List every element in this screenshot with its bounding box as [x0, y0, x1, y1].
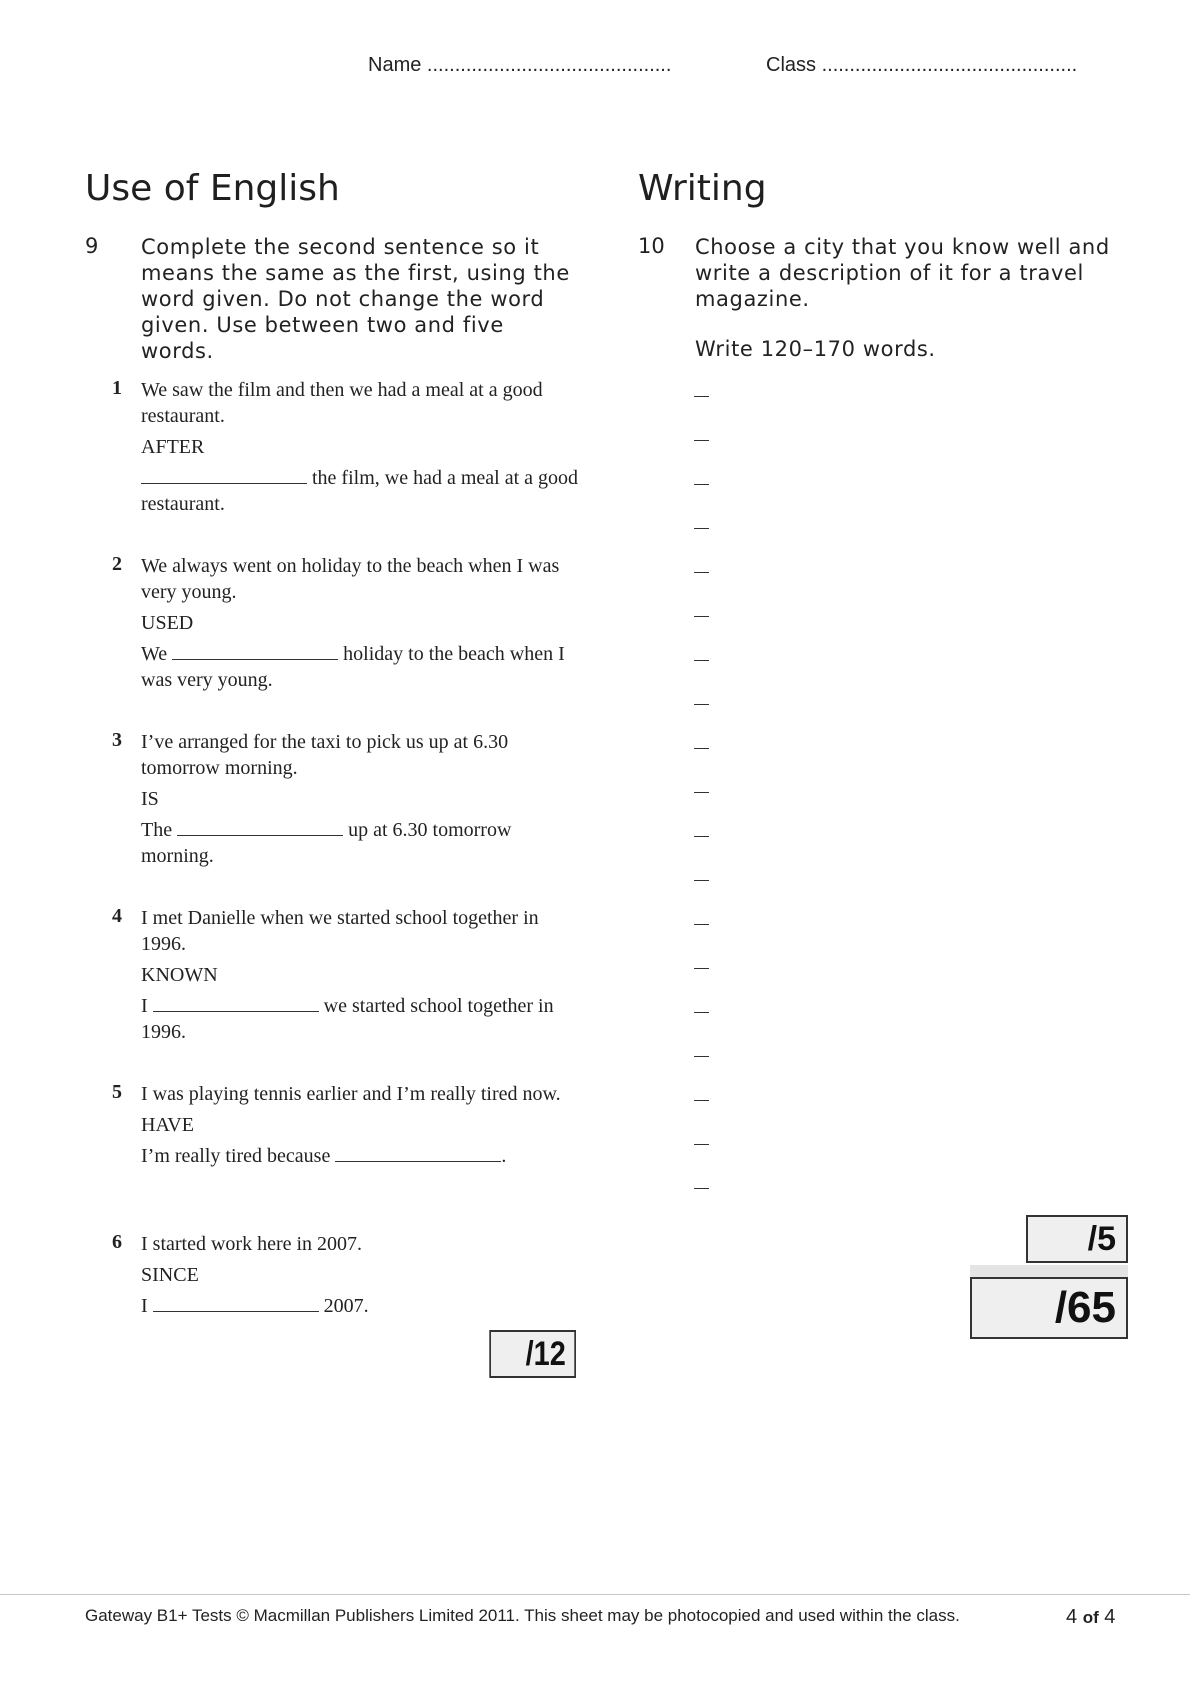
writing-line[interactable] — [694, 660, 709, 661]
question-9-number: 9 — [85, 234, 99, 258]
writing-line[interactable] — [694, 968, 709, 969]
item-keyword: USED — [141, 612, 194, 634]
item-number: 4 — [112, 905, 122, 927]
item-sentence: I started work here in 2007. — [141, 1233, 363, 1255]
class-field[interactable] — [766, 54, 1077, 77]
item-keyword: IS — [141, 788, 159, 810]
item-answer-line: I we started school together in 1996. — [141, 995, 554, 1043]
writing-line[interactable] — [694, 396, 709, 397]
class-dots: .............................................. — [821, 54, 1078, 76]
item-sentence: I’ve arranged for the taxi to pick us up at 6.30 tomorrow morning. — [141, 731, 509, 779]
page-current: 4 — [1066, 1606, 1078, 1628]
writing-line[interactable] — [694, 1012, 709, 1013]
item-sentence: We saw the film and then we had a meal at a good restaurant. — [141, 379, 543, 427]
writing-line[interactable] — [694, 792, 709, 793]
answer-blank[interactable] — [153, 1293, 319, 1312]
writing-line[interactable] — [694, 572, 709, 573]
total-score-box[interactable]: /65 — [970, 1277, 1128, 1339]
item-keyword: AFTER — [141, 436, 205, 458]
writing-line[interactable] — [694, 1188, 709, 1189]
item-sentence: I was playing tennis earlier and I’m really tired now. — [141, 1083, 561, 1105]
writing-line[interactable] — [694, 836, 709, 837]
total-box-shade — [970, 1265, 1128, 1277]
page-of: of — [1082, 1608, 1099, 1627]
footer-copyright: Gateway B1+ Tests © Macmillan Publishers Limited 2011. This sheet may be photocopied and used within the class. — [85, 1606, 960, 1625]
writing-score-box[interactable]: /5 — [1026, 1215, 1128, 1263]
page-total: 4 — [1104, 1606, 1116, 1628]
writing-line[interactable] — [694, 748, 709, 749]
writing-line[interactable] — [694, 440, 709, 441]
item-sentence: We always went on holiday to the beach when I was very young. — [141, 555, 560, 603]
footer-divider — [0, 1594, 1190, 1595]
item-answer-line: I’m really tired because . — [141, 1145, 507, 1167]
item-answer-line: We holiday to the beach when I was very young. — [141, 643, 565, 691]
item-number: 2 — [112, 553, 122, 575]
page-indicator — [1066, 1606, 1115, 1629]
answer-blank[interactable] — [141, 465, 307, 484]
name-field[interactable] — [368, 54, 671, 77]
writing-line[interactable] — [694, 924, 709, 925]
item-answer-line: The up at 6.30 tomorrow morning. — [141, 819, 512, 867]
answer-blank[interactable] — [153, 993, 319, 1012]
item-keyword: KNOWN — [141, 964, 218, 986]
writing-line[interactable] — [694, 528, 709, 529]
class-label: Class — [766, 54, 817, 76]
item-number: 3 — [112, 729, 122, 751]
item-answer-line: I 2007. — [141, 1295, 369, 1317]
writing-title: Writing — [638, 168, 767, 209]
item-keyword: HAVE — [141, 1114, 194, 1136]
writing-line[interactable] — [694, 704, 709, 705]
name-dots: ............................................ — [426, 54, 672, 76]
answer-blank[interactable] — [335, 1143, 501, 1162]
item-number: 5 — [112, 1081, 122, 1103]
item-number: 6 — [112, 1231, 122, 1253]
use-of-english-title: Use of English — [85, 168, 340, 209]
question-9-instruction: Complete the second sentence so it means the same as the first, using the word given. Do not change the word given. Use between two and five words. — [141, 235, 570, 363]
word-count-instruction: Write 120–170 words. — [695, 337, 936, 361]
question-10-number: 10 — [638, 234, 665, 258]
item-number: 1 — [112, 377, 122, 399]
item-keyword: SINCE — [141, 1264, 199, 1286]
writing-line[interactable] — [694, 616, 709, 617]
writing-line[interactable] — [694, 484, 709, 485]
answer-blank[interactable] — [177, 817, 343, 836]
writing-line[interactable] — [694, 1056, 709, 1057]
item-sentence: I met Danielle when we started school together in 1996. — [141, 907, 539, 955]
answer-blank[interactable] — [172, 641, 338, 660]
question-10-instruction: Choose a city that you know well and write a description of it for a travel magazine. — [695, 235, 1110, 311]
name-label: Name — [368, 54, 422, 76]
writing-line[interactable] — [694, 880, 709, 881]
use-of-english-score-box[interactable]: /12 — [489, 1330, 576, 1378]
item-answer-line: the film, we had a meal at a good restaurant. — [141, 467, 579, 515]
writing-line[interactable] — [694, 1100, 709, 1101]
writing-line[interactable] — [694, 1144, 709, 1145]
